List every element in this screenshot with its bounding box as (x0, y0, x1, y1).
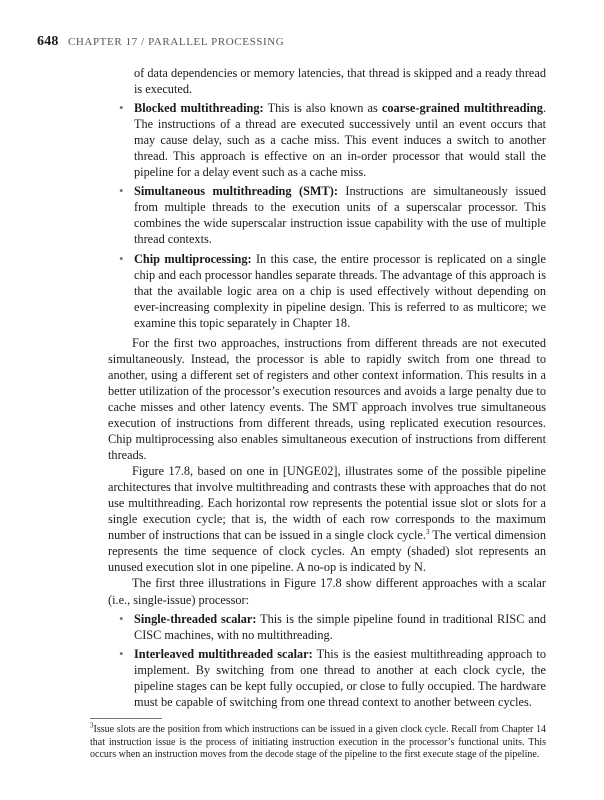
main-content (108, 65, 546, 710)
item-label: Single-threaded scalar: (134, 611, 257, 626)
item-label: Interleaved multithreaded scalar: (134, 646, 313, 661)
multithreading-types-list (108, 100, 546, 331)
scalar-approaches-list (108, 611, 546, 710)
item-label: Simultaneous multithreading (SMT): (134, 184, 338, 199)
item-text: This is the simple pipeline found in traditional RISC and CISC machines, with no multithreading. (134, 611, 546, 642)
item-term: coarse-grained multithreading (381, 101, 543, 116)
paragraph-text: The vertical dimension represents the time sequence of clock cycles. An empty (shaded) slot represents an unused execution slot in one pipeline. A no-op is indicated by N. (108, 528, 546, 575)
item-text: . The instructions of a thread are executed successively until an event occurs that may cause delay, such as a cache miss. This event induces a switch to another thread. This approach is effective on an in-order processor that would stall the pipeline for a delay event such as a cache miss. (134, 101, 547, 180)
item-text: This is also known as (267, 101, 382, 116)
body-paragraph: For the first two approaches, instructions from different threads are not executed simultaneously. Instead, the processor is able to rapidly switch from one thread to another, using a different set of registers and other context information. This results in a better utilization of the processor’s execution resources and avoids a large penalty due to cache misses and other latency events. The SMT approach involves true simultaneous execution of instructions from different threads, using replicated execution resources. Chip multiprocessing also enables simultaneous execution of instructions from different threads. (108, 335, 546, 463)
item-text: In this case, the entire processor is replicated on a single chip and each processor handles separate threads. The advantage of this approach is that the available logic area on a chip is used effectively without depending on ever-increasing complexity in pipeline design. This is referred to as multicore; we examine this topic separately in Chapter 18. (134, 251, 546, 330)
chapter-title: CHAPTER 17 / PARALLEL PROCESSING (67, 36, 285, 48)
footnote-ref: 3 (425, 528, 430, 537)
list-item (108, 251, 546, 331)
running-header (37, 34, 284, 50)
footnote-number: 3 (90, 721, 94, 730)
footnote-text: Issue slots are the position from which instructions can be issued in a given clock cycle. Recall from Chapter 14 that instruction issue is the process of initiating instruction execution in the processor’s functional units. This occurs when an instruction moves from the decode stage of the pipeline to the first execute stage of the pipeline. (90, 724, 546, 761)
paragraph-text: Figure 17.8, based on one in [UNGE02], illustrates some of the possible pipeline architectures that involve multithreading and contrasts these with approaches that do not use multithreading. Each horizontal row represents the potential issue slot or slots for a single execution cycle; that is, the width of each row corresponds to the maximum number of instructions that can be issued in a single clock cycle. (108, 464, 546, 543)
body-paragraph: The first three illustrations in Figure 17.8 show different approaches with a scalar (i.e., single-issue) processor: (108, 576, 546, 607)
list-item (108, 646, 546, 710)
page-number: 648 (37, 34, 59, 49)
list-item (108, 183, 546, 247)
list-item (108, 611, 546, 643)
continuation-text: of data dependencies or memory latencies, that thread is skipped and a ready thread is executed. (134, 66, 546, 97)
body-paragraph (108, 463, 546, 575)
item-label: Chip multiprocessing: (134, 251, 252, 266)
item-label: Blocked multithreading: (134, 101, 264, 116)
list-item (108, 100, 546, 180)
footnote-divider (90, 718, 162, 719)
item-text: Instructions are simultaneously issued from multiple threads to the execution units of a superscalar processor. This combines the wide superscalar instruction issue capability with the use of multiple thread contexts. (134, 184, 546, 247)
footnote (90, 721, 546, 762)
item-text: This is the easiest multithreading approach to implement. By switching from one thread to another at each clock cycle, the pipeline stages can be kept fully occupied, or close to fully occupied. The hardware must be capable of switching from one thread context to another between cycles. (134, 646, 546, 709)
